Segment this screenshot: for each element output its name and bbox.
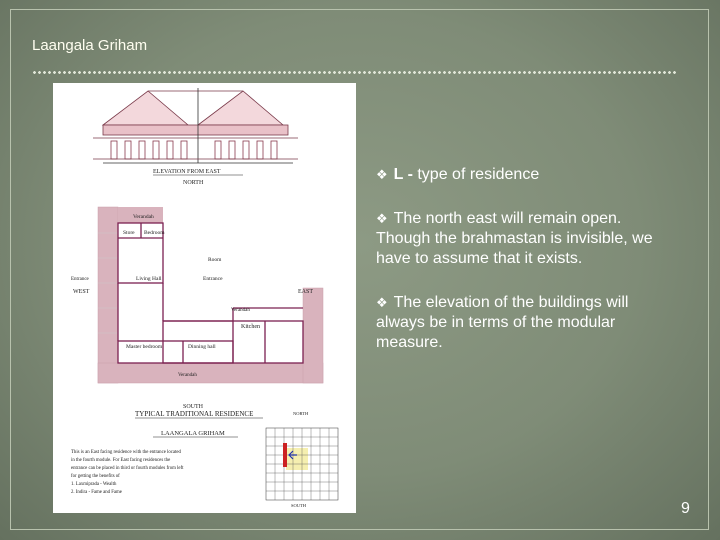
diamond-bullet-icon: ❖ [376, 211, 388, 226]
grid-south-label: SOUTH [291, 503, 307, 508]
room-kitchen: Kitchen [241, 324, 260, 330]
page-number: 9 [681, 500, 690, 517]
bullet-item [376, 165, 676, 185]
description-line: for getting the benefits of [71, 474, 120, 479]
bullet-bold: L - [393, 166, 418, 183]
entrance-west-label: Entrance [71, 277, 89, 282]
bullet-item [376, 293, 676, 353]
plan-subtitle: LAANGALA GRIHAM [161, 430, 225, 437]
diamond-bullet-icon: ❖ [376, 167, 388, 182]
bullet-text: The elevation of the buildings will always be in terms of the modular measure. [376, 294, 629, 351]
room-verandah-bottom: Verandah [178, 373, 197, 378]
west-label: WEST [73, 289, 90, 295]
east-label: EAST [298, 289, 313, 295]
south-label: SOUTH [183, 404, 204, 410]
room-bedroom: Bedroom [144, 230, 165, 236]
dotted-divider [32, 70, 676, 75]
description-line: 1. Laxmiprada - Wealth [71, 482, 117, 487]
room-verandah-right: Verandah [231, 308, 250, 313]
entrance-label: Entrance [203, 276, 223, 282]
description-text [71, 450, 184, 495]
room-verandah-top: Verandah [133, 214, 154, 220]
bullet-list [376, 165, 676, 377]
elevation-caption: ELEVATION FROM EAST [153, 169, 221, 175]
bullet-item [376, 209, 676, 269]
room-master-bedroom: Master bedroom [126, 344, 163, 350]
room-label: Room [208, 257, 222, 263]
description-line: in the fourth module. For East facing residences the [71, 458, 171, 463]
north-label: NORTH [183, 180, 204, 186]
elevation-drawing [93, 88, 298, 163]
slide-title: Laangala Griham [32, 37, 148, 54]
residence-drawing [53, 83, 356, 513]
description-line: This is an East facing residence with the entrance located [71, 450, 181, 455]
grid-north-label: NORTH [293, 411, 309, 416]
room-living-hall: Living Hall [136, 276, 162, 282]
description-line: entrance can be placed in third or fourth modules from left [71, 466, 184, 471]
plan-title: TYPICAL TRADITIONAL RESIDENCE [135, 410, 254, 418]
residence-drawing-svg [53, 83, 356, 513]
diamond-bullet-icon: ❖ [376, 295, 388, 310]
bullet-text: The north east will remain open. Though the brahmastan is invisible, we have to assume that it exists. [376, 210, 653, 267]
module-grid [266, 428, 338, 500]
room-dinning-hall: Dinning hall [188, 344, 216, 350]
description-line: 2. Indira - Fame and Fame [71, 490, 122, 495]
bullet-text: type of residence [417, 166, 540, 183]
room-store: Store [123, 230, 135, 236]
